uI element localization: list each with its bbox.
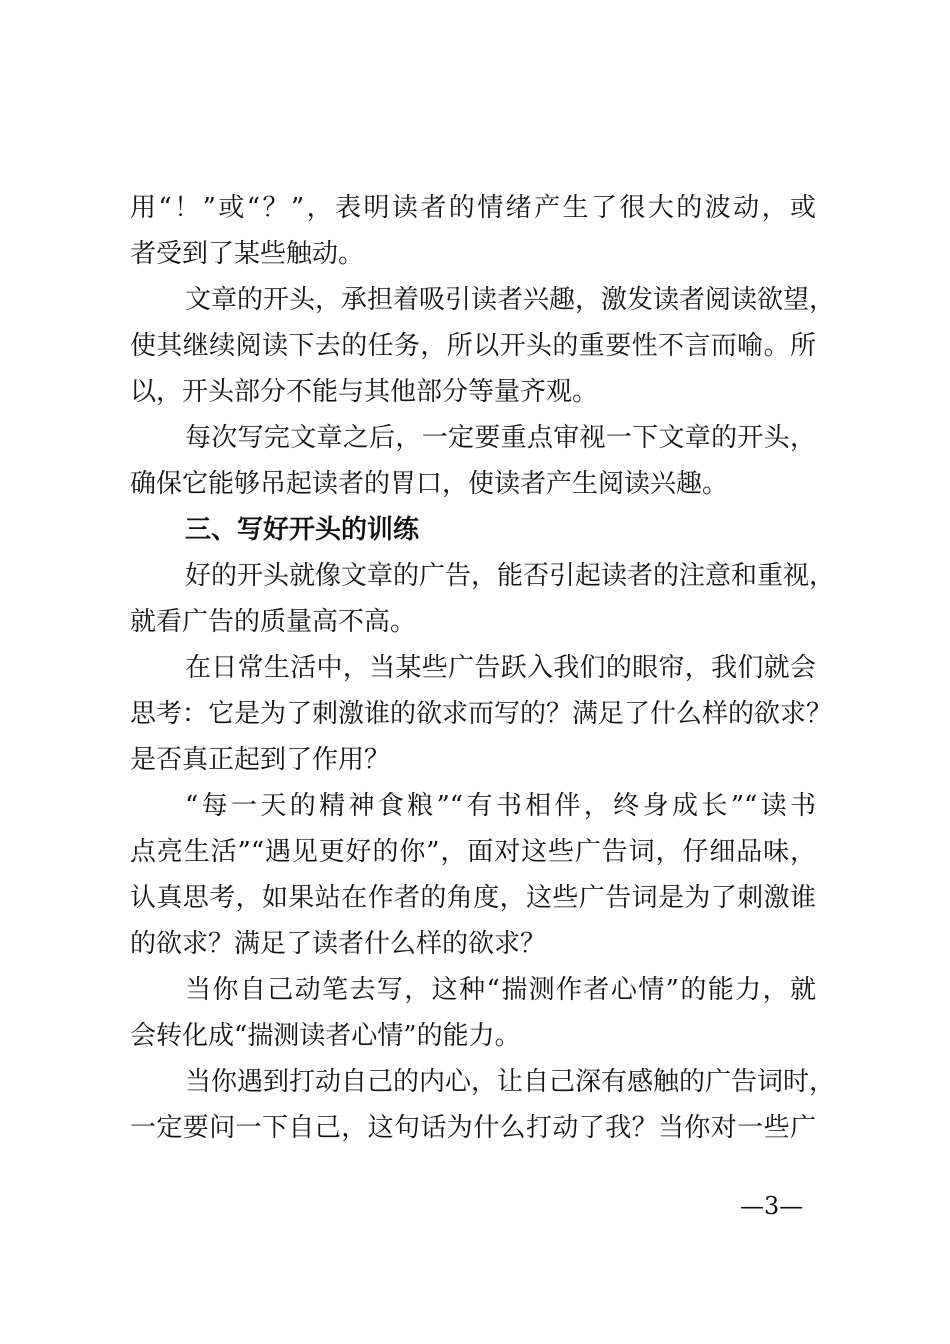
body-text-line: 用“！”或“？”，表明读者的情绪产生了很大的波动，或 — [130, 193, 816, 223]
body-text-line: 以，开头部分不能与其他部分等量齐观。 — [130, 377, 599, 407]
body-text-line: 者受到了某些触动。 — [130, 239, 365, 269]
body-text-line: 的欲求？满足了读者什么样的欲求？ — [130, 929, 547, 959]
body-text-line: 点亮生活”“遇见更好的你”，面对这些广告词，仔细品味， — [130, 837, 816, 867]
body-text-line: 当你自己动笔去写，这种“揣测作者心情”的能力，就 — [185, 975, 816, 1005]
page-number: —3— — [740, 1192, 804, 1220]
body-text-line: 确保它能够吊起读者的胃口，使读者产生阅读兴趣。 — [130, 469, 729, 499]
body-text-line: 当你遇到打动自己的内心，让自己深有感触的广告词时， — [185, 1067, 836, 1097]
body-text-line: 是否真正起到了作用？ — [130, 745, 391, 775]
body-text-line: 就看广告的质量高不高。 — [130, 607, 417, 637]
body-text-line: 文章的开头，承担着吸引读者兴趣，激发读者阅读欲望， — [185, 285, 836, 315]
body-text-line: 使其继续阅读下去的任务，所以开头的重要性不言而喻。所 — [130, 331, 816, 361]
body-text-line: 好的开头就像文章的广告，能否引起读者的注意和重视， — [185, 561, 836, 591]
body-text-line: 会转化成“揣测读者心情”的能力。 — [130, 1021, 521, 1051]
body-text-line: 一定要问一下自己，这句话为什么打动了我？当你对一些广 — [130, 1113, 816, 1143]
body-text-line: “每一天的精神食粮”“有书相伴，终身成长”“读书 — [185, 791, 816, 821]
body-text-line: 认真思考，如果站在作者的角度，这些广告词是为了刺激谁 — [130, 883, 816, 913]
body-text-line: 每次写完文章之后，一定要重点审视一下文章的开头， — [185, 423, 816, 453]
section-heading: 三、写好开头的训练 — [185, 515, 420, 545]
body-text-line: 思考：它是为了刺激谁的欲求而写的？满足了什么样的欲求？ — [130, 699, 833, 729]
body-text-line: 在日常生活中，当某些广告跃入我们的眼帘，我们就会 — [185, 653, 816, 683]
